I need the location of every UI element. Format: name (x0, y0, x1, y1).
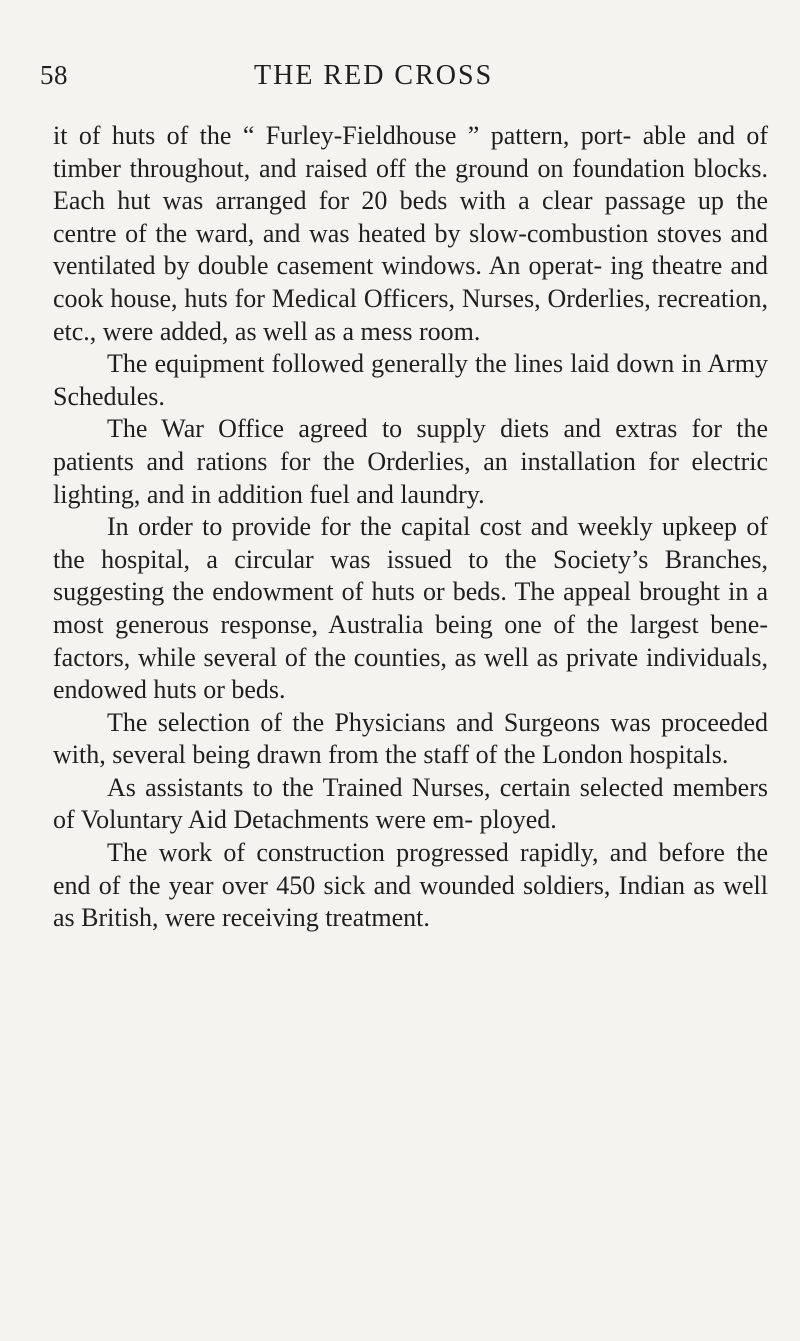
paragraph-war-office: The War Office agreed to supply diets and extras for the patients and rations for the Orderlies, an installation for electric lighting, and in addition fuel and laundry. (53, 414, 768, 509)
running-title: THE RED CROSS (254, 60, 494, 91)
paragraph-capital-cost: In order to provide for the capital cost and weekly upkeep of the hospital, a circular was issued to the Society’s Branches, suggesting the endowment of huts or beds. The appeal brought in a most generous response, Australia being one of the largest bene- factors, while several of the counties, as well as private individuals, endowed huts or beds. (53, 512, 768, 705)
body-text (53, 120, 768, 935)
paragraph-assistants: As assistants to the Trained Nurses, certain selected members of Voluntary Aid Detachments were em- ployed. (53, 772, 768, 835)
page-number: 58 (40, 60, 68, 90)
paragraph-physicians: The selection of the Physicians and Surgeons was proceeded with, several being drawn from the staff of the London hospitals. (53, 707, 768, 770)
paragraph-equipment: The equipment followed generally the lines laid down in Army Schedules. (53, 349, 768, 411)
paragraph-huts: it of huts of the “ Furley-Fieldhouse ” pattern, port- able and of timber throughout, and raised off the ground on foundation blocks. Each hut was arranged for 20 beds with a clear passage up the centre of the ward, and was heated by slow-combustion stoves and ventilated by double casement windows. An operat- ing theatre and cook house, huts for Medical Officers, Nurses, Orderlies, recreation, etc., were added, as well as a mess room. (53, 121, 768, 346)
running-head (40, 60, 780, 100)
paragraph-construction: The work of construction progressed rapidly, and before the end of the year over 450 sick and wounded soldiers, Indian as well as British, were receiving treatment. (53, 838, 768, 933)
